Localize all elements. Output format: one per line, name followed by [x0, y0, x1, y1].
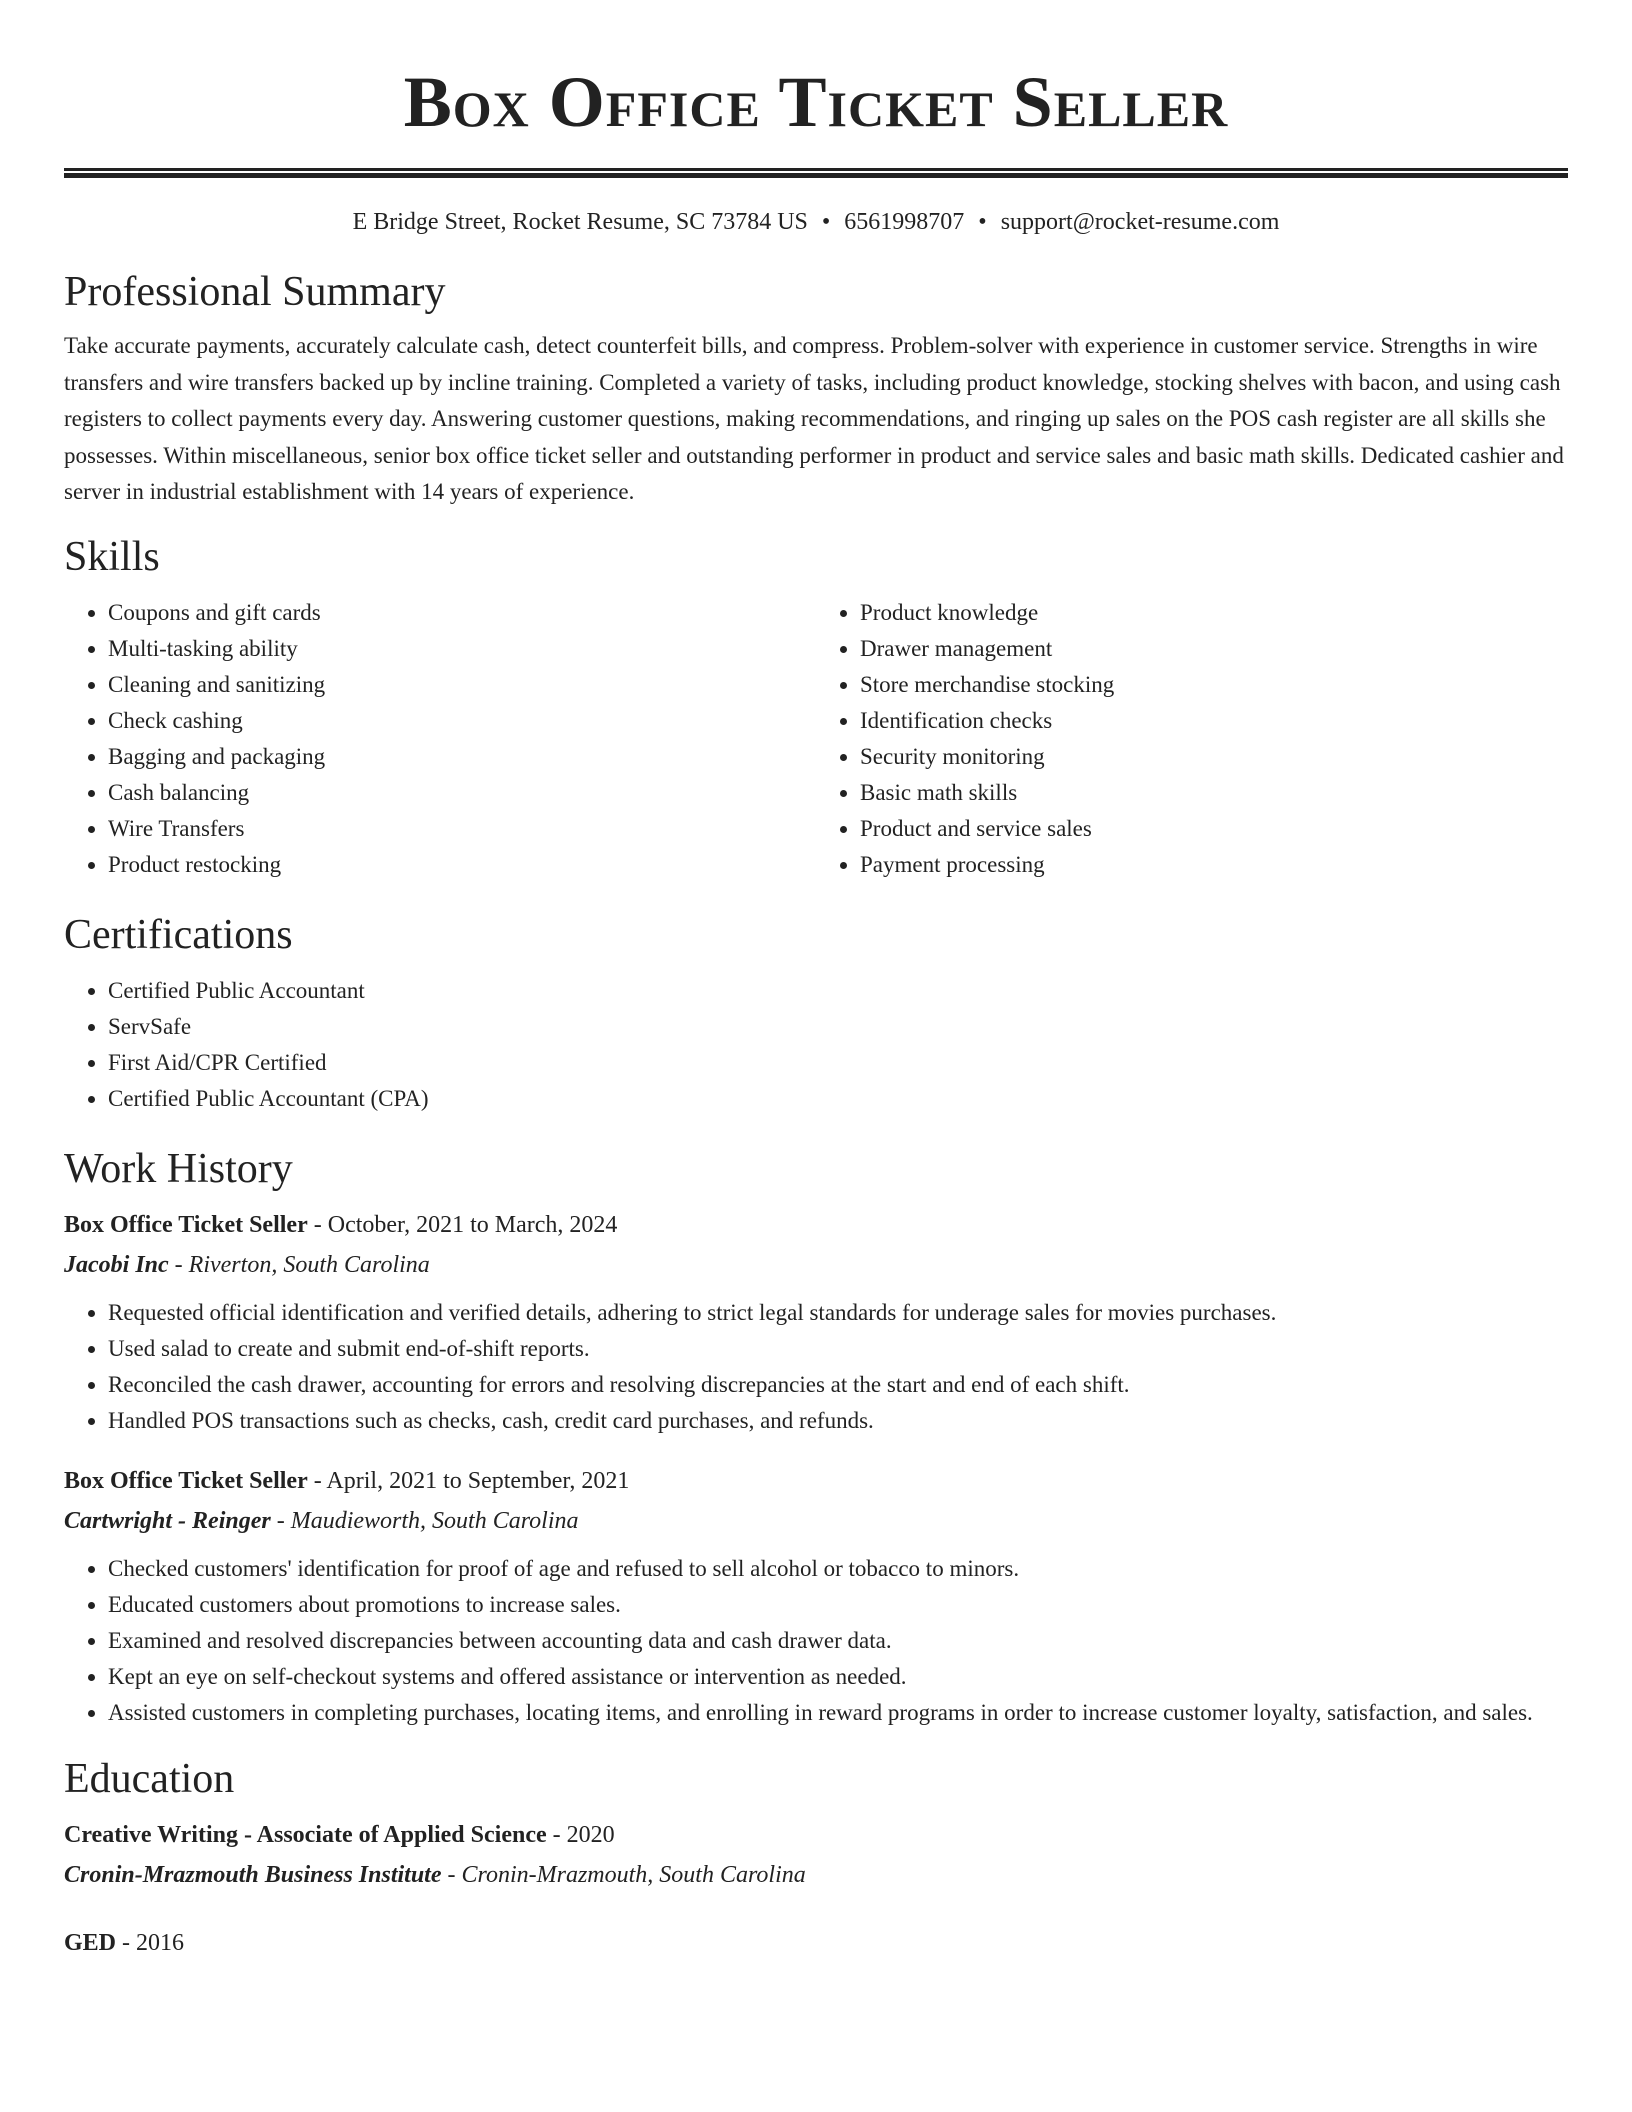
job-bullet: • Reconciled the cash drawer, accounting for errors and resolving discrepancies at the start and end of each shift.	[108, 1367, 1568, 1403]
skill-item: • Bagging and packaging	[108, 739, 816, 775]
education-school-line: Cronin-Mrazmouth Business Institute - Cronin-Mrazmouth, South Carolina	[64, 1861, 806, 1888]
education-school: Cronin-Mrazmouth Business Institute	[64, 1861, 442, 1888]
contact-address: E Bridge Street, Rocket Resume, SC 73784 US	[352, 209, 808, 235]
job-dates: April, 2021 to September, 2021	[326, 1467, 630, 1494]
job-bullet: • Examined and resolved discrepancies between accounting data and cash drawer data.	[108, 1623, 1568, 1659]
skill-item: • Wire Transfers	[108, 811, 816, 847]
resume-name: Box Office Ticket Seller	[403, 62, 1229, 142]
education-year: 2016	[136, 1929, 185, 1956]
contact-line	[64, 206, 1568, 238]
job-bullet: • Used salad to create and submit end-of-shift reports.	[108, 1331, 1568, 1367]
job-bullet: • Assisted customers in completing purchases, locating items, and enrolling in reward programs in order to increase customer loyalty, satisfaction, and sales.	[108, 1695, 1568, 1731]
job-title-line: Box Office Ticket Seller - April, 2021 to September, 2021	[64, 1467, 630, 1494]
skill-item: • Payment processing	[860, 847, 1568, 883]
job-title-line: Box Office Ticket Seller - October, 2021 to March, 2024	[64, 1211, 618, 1238]
job-title: Box Office Ticket Seller	[64, 1467, 308, 1494]
skill-item: • Cleaning and sanitizing	[108, 667, 816, 703]
skills-columns	[64, 595, 1568, 883]
skill-item: • Check cashing	[108, 703, 816, 739]
skill-item: • Product and service sales	[860, 811, 1568, 847]
certification-item: • Certified Public Accountant	[108, 973, 1568, 1009]
job-bullet: • Handled POS transactions such as checks, cash, credit card purchases, and refunds.	[108, 1403, 1568, 1439]
summary-text: Take accurate payments, accurately calculate cash, detect counterfeit bills, and compress. Problem-solver with experience in customer service. Strengths in wire transfers and wire transfers backed up by incline training. Completed a variety of tasks, including product knowledge, stocking shelves with bacon, and using cash registers to collect payments every day. Answering customer questions, making recommendations, and ringing up sales on the POS cash register are all skills she possesses. Within miscellaneous, senior box office ticket seller and outstanding performer in product and service sales and basic math skills. Dedicated cashier and server in industrial establishment with 14 years of experience.	[64, 333, 1564, 504]
skill-item: • Basic math skills	[860, 775, 1568, 811]
job-company-line: Cartwright - Reinger - Maudieworth, South Carolina	[64, 1507, 579, 1534]
job-entry	[64, 1205, 1568, 1439]
education-location: Cronin-Mrazmouth, South Carolina	[461, 1861, 806, 1888]
job-dates: October, 2021 to March, 2024	[327, 1211, 618, 1238]
job-bullet: • Educated customers about promotions to increase sales.	[108, 1587, 1568, 1623]
job-bullet: • Checked customers' identification for proof of age and refused to sell alcohol or tobacco to minors.	[108, 1551, 1568, 1587]
summary-heading: Professional Summary	[64, 269, 446, 315]
contact-email: support@rocket-resume.com	[1000, 209, 1280, 235]
certification-item: • First Aid/CPR Certified	[108, 1045, 1568, 1081]
header-divider	[64, 168, 1568, 178]
skill-item: • Coupons and gift cards	[108, 595, 816, 631]
skills-list-right	[816, 595, 1568, 883]
contact-separator: •	[821, 209, 831, 235]
job-company-line: Jacobi Inc - Riverton, South Carolina	[64, 1251, 430, 1278]
job-company: Cartwright - Reinger	[64, 1507, 271, 1534]
certification-item: • ServSafe	[108, 1009, 1568, 1045]
job-location: Maudieworth, South Carolina	[290, 1507, 579, 1534]
job-bullet: • Requested official identification and verified details, adhering to strict legal standards for underage sales for movies purchases.	[108, 1295, 1568, 1331]
job-entry	[64, 1461, 1568, 1731]
skill-item: • Multi-tasking ability	[108, 631, 816, 667]
certifications-list	[64, 973, 1568, 1117]
job-location: Riverton, South Carolina	[188, 1251, 430, 1278]
skills-list-left	[64, 595, 816, 883]
skills-heading: Skills	[64, 533, 160, 580]
skill-item: • Product restocking	[108, 847, 816, 883]
job-company: Jacobi Inc	[64, 1251, 169, 1278]
skill-item: • Security monitoring	[860, 739, 1568, 775]
education-degree: GED	[64, 1929, 117, 1956]
certifications-heading: Certifications	[64, 911, 293, 958]
education-year: 2020	[566, 1821, 615, 1848]
job-bullet: • Kept an eye on self-checkout systems and offered assistance or intervention as needed.	[108, 1659, 1568, 1695]
education-heading: Education	[64, 1755, 235, 1802]
work-history-heading: Work History	[64, 1145, 293, 1192]
education-entry	[64, 1923, 1568, 1963]
skill-item: • Product knowledge	[860, 595, 1568, 631]
job-title: Box Office Ticket Seller	[64, 1211, 308, 1238]
education-entry	[64, 1815, 1568, 1895]
education-degree-line: GED - 2016	[64, 1929, 185, 1956]
skill-item: • Identification checks	[860, 703, 1568, 739]
education-degree-line: Creative Writing - Associate of Applied Science - 2020	[64, 1821, 615, 1848]
contact-phone: 6561998707	[844, 209, 965, 235]
job-bullets	[64, 1551, 1568, 1731]
contact-separator: •	[978, 209, 987, 235]
education-degree: Creative Writing - Associate of Applied Science	[64, 1821, 547, 1848]
skill-item: • Cash balancing	[108, 775, 816, 811]
job-bullets	[64, 1295, 1568, 1439]
certification-item: • Certified Public Accountant (CPA)	[108, 1081, 1568, 1117]
skill-item: • Store merchandise stocking	[860, 667, 1568, 703]
skill-item: • Drawer management	[860, 631, 1568, 667]
